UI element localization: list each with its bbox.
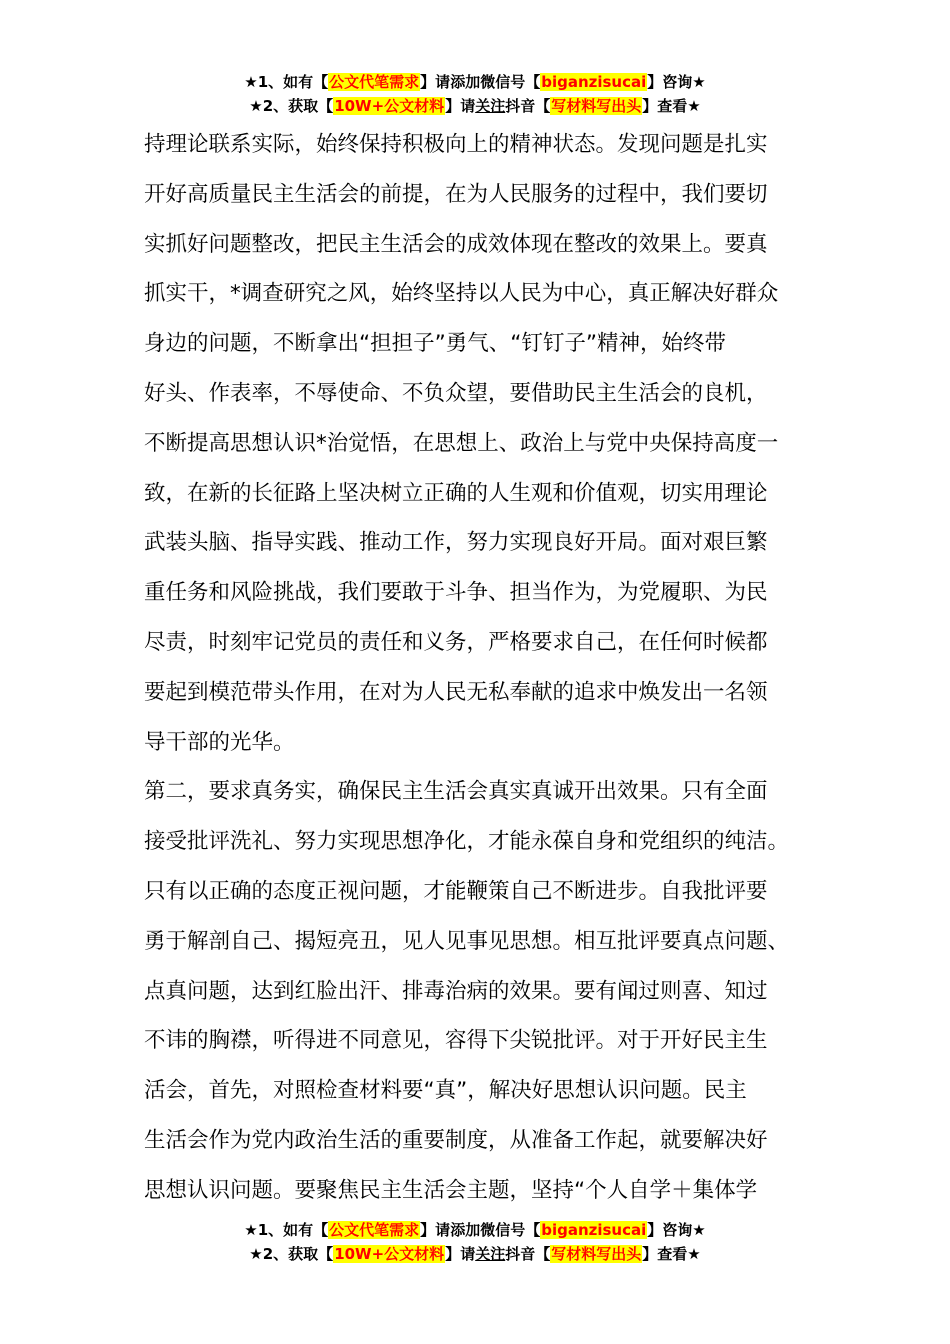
header-banner xyxy=(0,70,950,118)
douyin-id-highlight: 写材料写出头 xyxy=(551,97,642,115)
banner-text: 】请 xyxy=(445,97,476,115)
text-line: 导干部的光华。 xyxy=(144,729,295,755)
text-line: 生活会作为党内政治生活的重要制度，从准备工作起，就要解决好 xyxy=(144,1127,768,1153)
text-line: 武装头脑、指导实践、推动工作，努力实现良好开局。面对艰巨繁 xyxy=(144,530,768,556)
text-line: 开好高质量民主生活会的前提，在为人民服务的过程中，我们要切 xyxy=(144,181,768,207)
text-line: 第二，要求真务实，确保民主生活会真实真诚开出效果。只有全面 xyxy=(144,779,768,805)
paragraph-2 xyxy=(144,767,814,1215)
document-body xyxy=(144,120,814,1216)
wechat-id-highlight: biganzisucai xyxy=(541,73,647,91)
banner-text: 抖音【 xyxy=(505,1245,551,1263)
banner-text: 抖音【 xyxy=(505,97,551,115)
text-line: 重任务和风险挑战，我们要敢于斗争、担当作为，为党履职、为民 xyxy=(144,580,768,606)
text-line: 好头、作表率，不辱使命、不负众望，要借助民主生活会的良机， xyxy=(144,380,768,406)
banner-text: ★1、如有【 xyxy=(244,1221,329,1239)
wechat-id-highlight: biganzisucai xyxy=(541,1221,647,1239)
banner-text: 】咨询★ xyxy=(647,1221,706,1239)
banner-line-2 xyxy=(0,1242,950,1266)
paragraph-1 xyxy=(144,120,814,767)
banner-text: 】咨询★ xyxy=(647,73,706,91)
banner-text: ★2、获取【 xyxy=(249,97,334,115)
banner-line-1 xyxy=(0,1218,950,1242)
text-line: 不讳的胸襟，听得进不同意见，容得下尖锐批评。对于开好民主生 xyxy=(144,1028,768,1054)
banner-text: 】请 xyxy=(445,1245,476,1263)
banner-line-1 xyxy=(0,70,950,94)
highlight-text: 公文代笔需求 xyxy=(329,1221,420,1239)
highlight-text: 10W+公文材料 xyxy=(334,1245,445,1263)
text-line: 只有以正确的态度正视问题，才能鞭策自己不断进步。自我批评要 xyxy=(144,878,768,904)
douyin-id-highlight: 写材料写出头 xyxy=(551,1245,642,1263)
text-line: 接受批评洗礼、努力实现思想净化，才能永葆自身和党组织的纯洁。 xyxy=(144,829,790,855)
banner-emphasis: 添加 xyxy=(450,73,481,91)
text-line: 要起到模范带头作用，在对为人民无私奉献的追求中焕发出一名领 xyxy=(144,679,768,705)
text-line: 点真问题，达到红脸出汗、排毒治病的效果。要有闻过则喜、知过 xyxy=(144,978,768,1004)
footer-banner xyxy=(0,1218,950,1266)
banner-line-2 xyxy=(0,94,950,118)
text-line: 尽责，时刻牢记党员的责任和义务，严格要求自己，在任何时候都 xyxy=(144,629,768,655)
banner-text: 】请 xyxy=(420,1221,451,1239)
text-line: 勇于解剖自己、揭短亮丑，见人见事见思想。相互批评要真点问题、 xyxy=(144,928,790,954)
text-line: 身边的问题，不断拿出“担担子”勇气、“钉钉子”精神，始终带 xyxy=(144,331,727,357)
banner-underlined: 关注 xyxy=(475,1245,506,1263)
banner-text: ★2、获取【 xyxy=(249,1245,334,1263)
text-line: 思想认识问题。要聚焦民主生活会主题，坚持“个人自学＋集体学 xyxy=(144,1177,758,1203)
text-line: 致，在新的长征路上坚决树立正确的人生观和价值观，切实用理论 xyxy=(144,480,768,506)
banner-text: ★1、如有【 xyxy=(244,73,329,91)
banner-emphasis: 添加 xyxy=(450,1221,481,1239)
text-line: 抓实干，*调查研究之风，始终坚持以人民为中心，真正解决好群众 xyxy=(144,281,779,307)
banner-text: 微信号【 xyxy=(480,1221,541,1239)
highlight-text: 10W+公文材料 xyxy=(334,97,445,115)
highlight-text: 公文代笔需求 xyxy=(329,73,420,91)
banner-text: 】查看★ xyxy=(642,1245,701,1263)
banner-underlined: 关注 xyxy=(475,97,506,115)
text-line: 活会，首先，对照检查材料要“真”，解决好思想认识问题。民主 xyxy=(144,1078,747,1104)
banner-text: 微信号【 xyxy=(480,73,541,91)
text-line: 实抓好问题整改，把民主生活会的成效体现在整改的效果上。要真 xyxy=(144,231,768,257)
banner-text: 】查看★ xyxy=(642,97,701,115)
banner-text: 】请 xyxy=(420,73,451,91)
text-line: 不断提高思想认识*治觉悟，在思想上、政治上与党中央保持高度一 xyxy=(144,430,779,456)
text-line: 持理论联系实际，始终保持积极向上的精神状态。发现问题是扎实 xyxy=(144,132,768,157)
